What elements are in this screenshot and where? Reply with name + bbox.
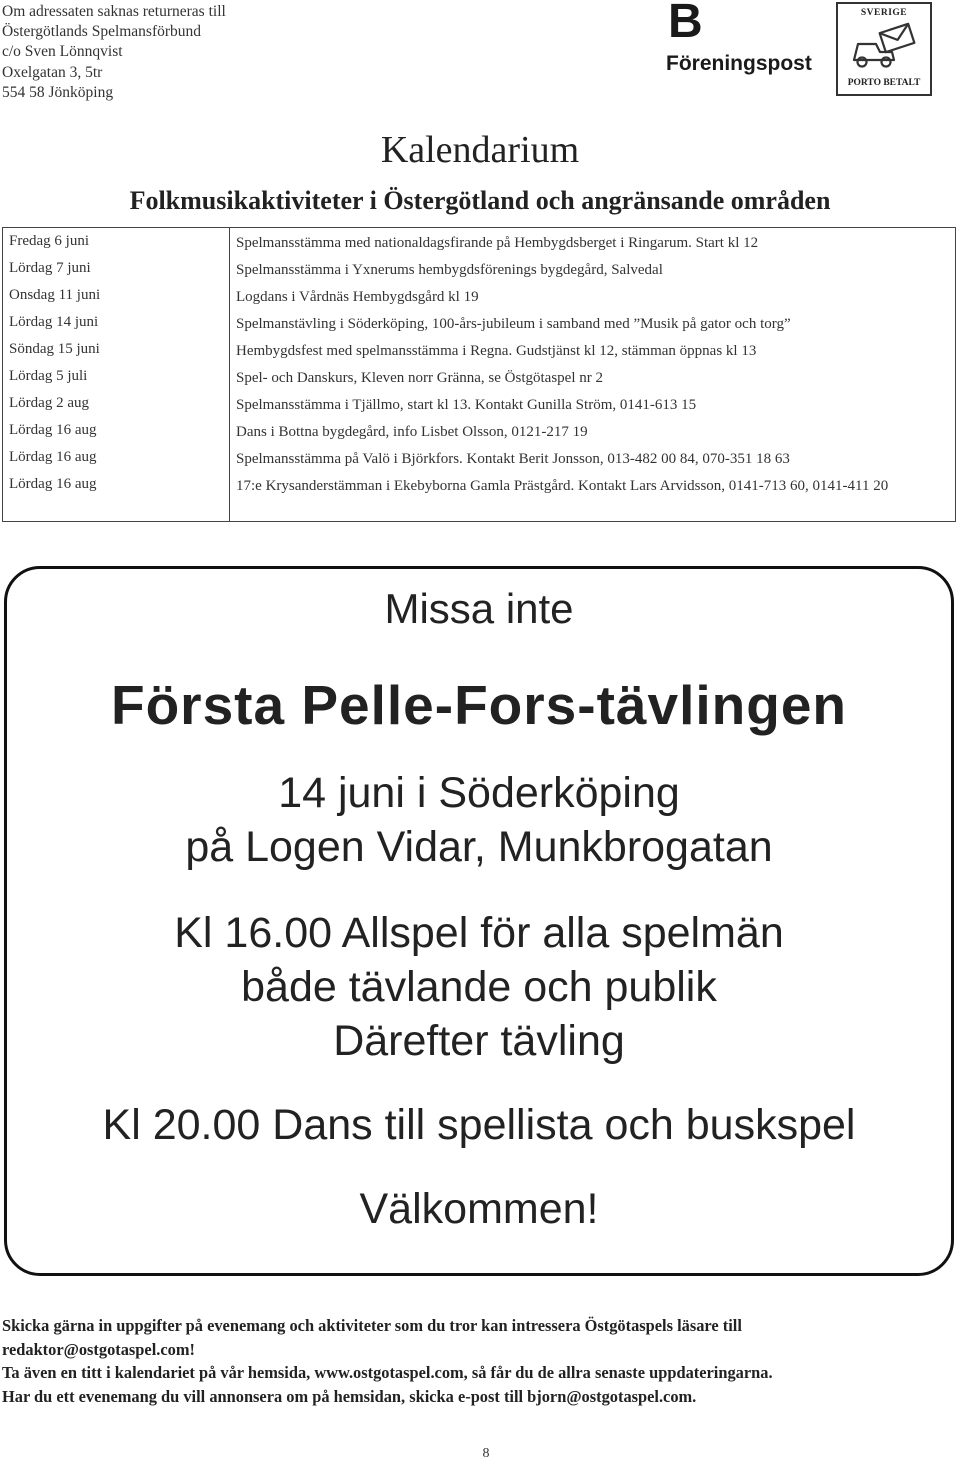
event-date: Lördag 2 aug (9, 395, 89, 411)
return-address-line: 554 58 Jönköping (2, 83, 114, 101)
page-number: 8 (482, 1446, 490, 1461)
banner-program-line: både tävlande och publik (241, 963, 717, 1011)
banner-program-line: Därefter tävling (333, 1017, 625, 1065)
return-address (2, 2, 226, 103)
event-date: Onsdag 11 juni (9, 287, 101, 303)
return-address-line: Om adressaten saknas returneras till (2, 3, 226, 20)
event-date: Lördag 16 aug (9, 476, 97, 492)
return-address-line: Oxelgatan 3, 5tr (2, 63, 103, 81)
event-description: Hembygdsfest med spelmansstämma i Regna. Gudstjänst kl 12, stämman öppnas kl 13 (236, 343, 757, 359)
event-description: Spelmansstämma i Tjällmo, start kl 13. Kontakt Gunilla Ström, 0141-613 15 (236, 397, 697, 413)
mail-truck-icon (848, 22, 920, 76)
postage-stamp (836, 2, 932, 96)
postage-label: Föreningspost (666, 52, 812, 75)
event-description: Spelmansstämma i Yxnerums hembygdsförenings bygdegård, Salvedal (236, 262, 663, 278)
event-date: Lördag 5 juli (9, 368, 88, 384)
events-table (2, 227, 956, 522)
event-description: Spelmanstävling i Söderköping, 100-års-jubileum i samband med ”Musik på gator och torg” (236, 316, 791, 332)
event-date: Lördag 14 juni (9, 314, 99, 330)
footer-line: Skicka gärna in uppgifter på evenemang och aktiviteter som du tror kan intressera Östgötaspels läsare till (2, 1316, 742, 1335)
calendar-title: Kalendarium (380, 129, 580, 171)
stamp-country: SVERIGE (860, 8, 908, 18)
event-description: Dans i Bottna bygdegård, info Lisbet Olsson, 0121-217 19 (236, 424, 588, 440)
footer-line: Har du ett evenemang du vill annonsera om på hemsidan, skicka e-post till bjorn@ostgotaspel.com. (2, 1386, 697, 1406)
stamp-paid: PORTO BETALT (847, 78, 921, 88)
banner-venue: på Logen Vidar, Munkbrogatan (185, 823, 773, 871)
footer-line: redaktor@ostgotaspel.com! (2, 1339, 195, 1359)
calendar-subtitle: Folkmusikaktiviteter i Östergötland och angränsande områden (129, 186, 831, 215)
column-divider (229, 228, 230, 521)
event-description: Logdans i Vårdnäs Hembygdsgård kl 19 (236, 289, 479, 305)
banner-title: Första Pelle-Fors-tävlingen (110, 674, 848, 736)
event-date: Fredag 6 juni (9, 233, 89, 249)
event-date: Lördag 16 aug (9, 422, 97, 438)
footer-line: Ta även en titt i kalendariet på vår hemsida, www.ostgotaspel.com, så får du de allra senaste uppdateringarna. (2, 1363, 773, 1382)
event-description: Spel- och Danskurs, Kleven norr Gränna, se Östgötaspel nr 2 (236, 370, 603, 386)
banner-program-line: Kl 20.00 Dans till spellista och buskspel (102, 1101, 856, 1149)
event-date: Lördag 16 aug (9, 449, 97, 465)
event-banner (4, 566, 954, 1276)
postage-class-letter: B (668, 0, 703, 48)
footer-note (2, 1314, 958, 1408)
banner-welcome: Välkommen! (359, 1185, 599, 1233)
banner-intro: Missa inte (384, 585, 574, 632)
banner-date: 14 juni i Söderköping (278, 769, 680, 817)
banner-program-line: Kl 16.00 Allspel för alla spelmän (174, 909, 784, 957)
return-address-line: Östergötlands Spelmansförbund (2, 23, 202, 41)
return-address-line: c/o Sven Lönnqvist (2, 43, 123, 61)
event-date: Lördag 7 juni (9, 260, 91, 276)
event-description: Spelmansstämma på Valö i Björkfors. Kontakt Berit Jonsson, 013-482 00 84, 070-351 18 63 (236, 451, 790, 467)
event-date: Söndag 15 juni (9, 341, 100, 357)
event-description: 17:e Krysanderstämman i Ekebyborna Gamla Prästgård. Kontakt Lars Arvidsson, 0141-713 60, 0141-411 20 (236, 478, 889, 494)
event-description: Spelmansstämma med nationaldagsfirande på Hembygdsberget i Ringarum. Start kl 12 (236, 235, 759, 251)
